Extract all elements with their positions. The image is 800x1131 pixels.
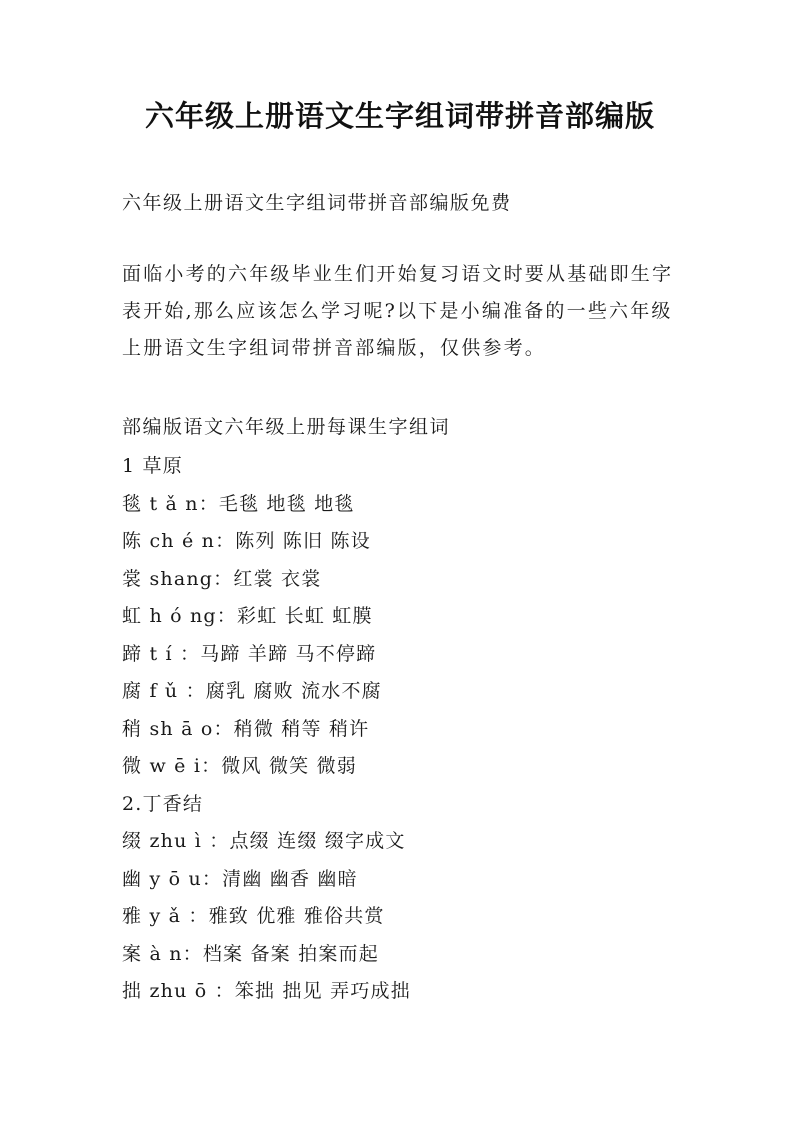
lesson-heading: 2.丁香结 (122, 792, 204, 815)
section-heading: 部编版语文六年级上册每课生字组词 (122, 416, 451, 438)
vocab-entry: 缀 zhu ì ：点缀 连缀 缀字成文 (122, 830, 406, 852)
vocab-entry: 陈 ch é n：陈列 陈旧 陈设 (122, 530, 371, 552)
document-subtitle: 六年级上册语文生字组词带拼音部编版免费 (122, 192, 512, 214)
vocab-entry: 稍 sh ā o：稍微 稍等 稍许 (122, 717, 370, 740)
vocab-entry: 虹 h ó ng：彩虹 长虹 虹膜 (122, 605, 373, 627)
vocab-entry: 微 w ē i：微风 微笑 微弱 (122, 755, 357, 777)
lesson-heading: 1 草原 (122, 455, 183, 477)
vocab-entry: 裳 shang：红裳 衣裳 (122, 567, 322, 590)
vocab-entry: 毯 t ǎ n：毛毯 地毯 地毯 (122, 492, 355, 515)
vocab-entry: 腐 f ǔ ：腐乳 腐败 流水不腐 (122, 680, 382, 702)
vocab-entry: 幽 y ō u：清幽 幽香 幽暗 (122, 867, 358, 890)
vocab-entry: 案 à n：档案 备案 拍案而起 (122, 942, 379, 965)
vocabulary-list (122, 448, 411, 1011)
intro-paragraph: 面临小考的六年级毕业生们开始复习语文时要从基础即生字表开始,那么应该怎么学习呢?以下是小编准备的一些六年级上册语文生字组词带拼音部编版，仅供参考。 (122, 263, 674, 359)
vocab-entry: 蹄 t í ：马蹄 羊蹄 马不停蹄 (122, 642, 377, 665)
vocab-entry: 雅 y ǎ ：雅致 优雅 雅俗共赏 (122, 905, 385, 927)
vocab-entry: 拙 zhu ō ：笨拙 拙见 弄巧成拙 (122, 980, 411, 1002)
document-title: 六年级上册语文生字组词带拼音部编版 (144, 99, 655, 133)
